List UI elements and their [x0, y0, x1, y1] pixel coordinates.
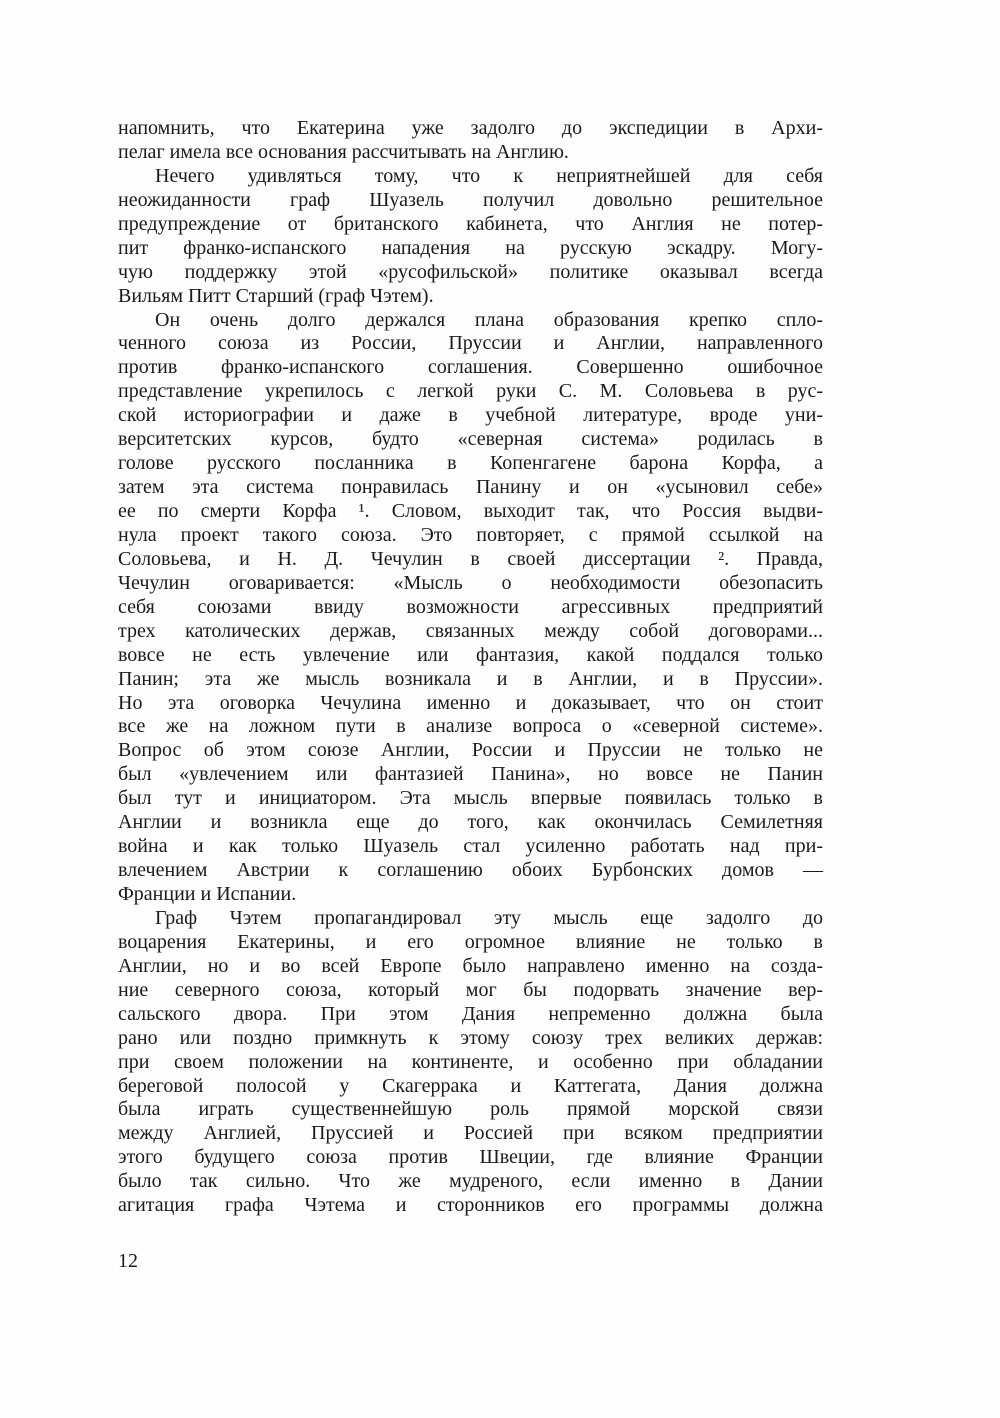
- text-line: предупреждение от британского кабинета, что Англия не потер-: [118, 212, 823, 235]
- text-line: было так сильно. Что же мудреного, если именно в Дании: [118, 1170, 823, 1193]
- text-line: воцарения Екатерины, и его огромное влияние не только в: [118, 930, 823, 953]
- text-line: ской историографии и даже в учебной литературе, вроде уни-: [118, 404, 823, 427]
- text-line: себя союзами ввиду возможности агрессивных предприятий: [118, 595, 823, 618]
- text-line: трех католических держав, связанных между собой договорами...: [118, 619, 823, 642]
- text-line: против франко-испанского соглашения. Совершенно ошибочное: [118, 356, 823, 379]
- page-number: 12: [118, 1250, 138, 1272]
- text-line: война и как только Шуазель стал усиленно работать над при-: [118, 835, 823, 858]
- text-line: Но эта оговорка Чечулина именно и доказывает, что он стоит: [118, 691, 823, 714]
- text-line: был тут и инициатором. Эта мысль впервые появилась только в: [118, 787, 823, 810]
- text-line: нула проект такого союза. Это повторяет, с прямой ссылкой на: [118, 523, 823, 546]
- text-line: был «увлечением или фантазией Панина», но вовсе не Панин: [118, 763, 823, 786]
- text-line: была играть существеннейшую роль прямой морской связи: [118, 1098, 823, 1121]
- text-line: Панин; эта же мысль возникала и в Англии, и в Пруссии».: [118, 667, 823, 690]
- text-line: Чечулин оговаривается: «Мысль о необходимости обезопасить: [118, 571, 823, 594]
- text-line: влечением Австрии к соглашению обоих Бурбонских домов —: [118, 859, 823, 882]
- text-line: голове русского посланника в Копенгагене барона Корфа, а: [118, 452, 823, 475]
- text-line: чую поддержку этой «русофильской» политике оказывал всегда: [118, 260, 823, 283]
- text-line: представление укрепилось с легкой руки С. М. Соловьева в рус-: [118, 380, 823, 403]
- text-line: Франции и Испании.: [118, 883, 297, 905]
- text-line: Вильям Питт Старший (граф Чэтем).: [118, 284, 434, 307]
- text-line: сальского двора. При этом Дания непременно должна была: [118, 1002, 823, 1025]
- text-line: береговой полосой у Скагеррака и Каттегата, Дания должна: [118, 1074, 823, 1097]
- text-line: Нечего удивляться тому, что к неприятнейшей для себя: [155, 164, 823, 187]
- text-line: Граф Чэтем пропагандировал эту мысль еще задолго до: [155, 906, 823, 929]
- text-line: Соловьева, и Н. Д. Чечулин в своей диссертации ². Правда,: [118, 547, 823, 570]
- text-line: при своем положении на континенте, и особенно при обладании: [118, 1050, 823, 1073]
- text-line: вовсе не есть увлечение или фантазия, какой поддался только: [118, 643, 823, 666]
- text-line: пелаг имела все основания рассчитывать на Англию.: [118, 140, 569, 163]
- text-line: рано или поздно примкнуть к этому союзу трех великих держав:: [118, 1026, 823, 1049]
- text-line: затем эта система понравилась Панину и он «усыновил себе»: [118, 476, 823, 499]
- text-line: между Англией, Пруссией и Россией при всяком предприятии: [118, 1122, 823, 1145]
- text-line: все же на ложном пути в анализе вопроса о «северной системе».: [118, 715, 823, 738]
- text-line: Англии и возникла еще до того, как окончилась Семилетняя: [118, 811, 823, 834]
- text-line: напомнить, что Екатерина уже задолго до экспедиции в Архи-: [118, 117, 823, 139]
- text-line: агитация графа Чэтема и сторонников его программы должна: [118, 1194, 823, 1217]
- text-line: Англии, но и во всей Европе было направлено именно на созда-: [118, 954, 823, 977]
- text-line: верситетских курсов, будто «северная система» родилась в: [118, 428, 823, 451]
- text-line: ченного союза из России, Пруссии и Англии, направленного: [118, 332, 823, 355]
- text-line: Он очень долго держался плана образования крепко спло-: [155, 308, 823, 331]
- body-text: [118, 117, 823, 1218]
- text-line: этого будущего союза против Швеции, где влияние Франции: [118, 1146, 823, 1169]
- text-line: неожиданности граф Шуазель получил довольно решительное: [118, 188, 823, 211]
- text-line: ее по смерти Корфа ¹. Словом, выходит так, что Россия выдви-: [118, 500, 823, 522]
- text-line: ние северного союза, который мог бы подорвать значение вер-: [118, 978, 823, 1001]
- text-line: пит франко-испанского нападения на русскую эскадру. Могу-: [118, 236, 823, 259]
- text-line: Вопрос об этом союзе Англии, России и Пруссии не только не: [118, 739, 823, 762]
